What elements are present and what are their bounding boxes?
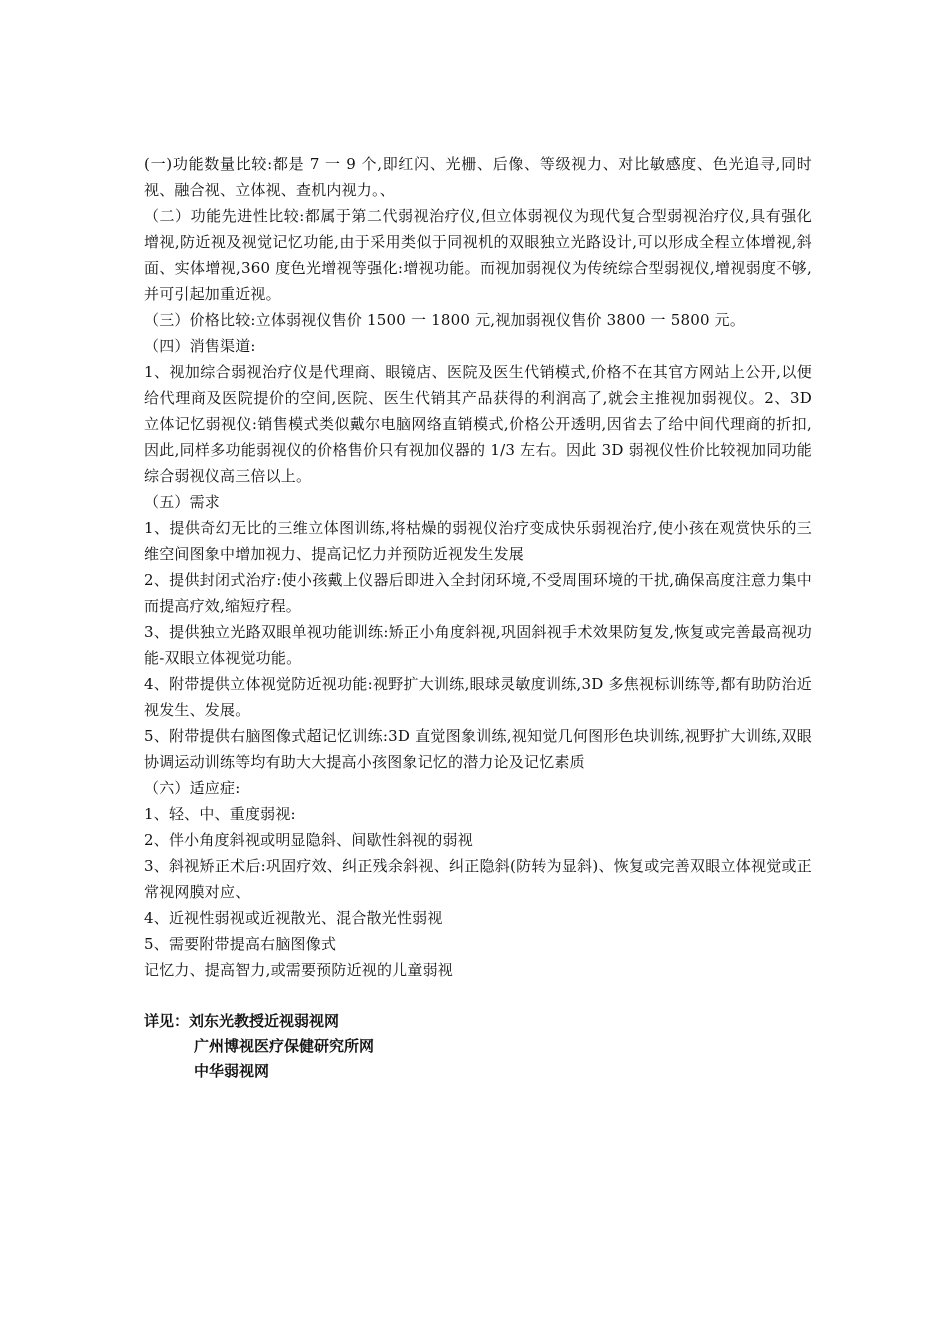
- reference-site-1: 刘东光教授近视弱视网: [189, 1012, 340, 1030]
- reference-label: 详见：: [144, 1012, 190, 1030]
- paragraph-indication-5: 5、需要附带提高右脑图像式: [144, 935, 337, 953]
- spacer: [144, 983, 812, 1009]
- paragraph-indication-5-cont: 记忆力、提高智力,或需要预防近视的儿童弱视: [144, 961, 453, 979]
- paragraph-demand-2: 2、提供封闭式治疗:使小孩戴上仪器后即进入全封闭环境,不受周围环境的干扰,确保高度注意力集中而提高疗效,缩短疗程。: [144, 571, 812, 615]
- paragraph-demand-5: 5、附带提供右脑图像式超记忆训练:3D 直觉图象训练,视知觉几何图形色块训练,视野扩大训练,双眼协调运动训练等均有助大大提高小孩图象记忆的潜力论及记忆素质: [144, 727, 812, 771]
- document-page: [144, 151, 812, 1084]
- paragraph-function-advanced: （二）功能先进性比较:都属于第二代弱视治疗仪,但立体弱视仪为现代复合型弱视治疗仪,具有强化增视,防近视及视觉记忆功能,由于采用类似于同视机的双眼独立光路设计,可以形成全程立体增视,斜面、实体增视,360 度色光增视等强化:增视功能。而视加弱视仪为传统综合型弱视仪,增视弱度不够,并可引起加重近视。: [144, 207, 812, 303]
- paragraph-indication-1: 1、轻、中、重度弱视:: [144, 805, 296, 823]
- heading-indications: （六）适应症:: [144, 779, 241, 797]
- reference-line-1: [144, 1009, 812, 1034]
- reference-site-3: 中华弱视网: [194, 1062, 270, 1080]
- paragraph-sales-channel: 1、视加综合弱视治疗仪是代理商、眼镜店、医院及医生代销模式,价格不在其官方网站上公开,以便给代理商及医院提价的空间,医院、医生代销其产品获得的利润高了,就会主推视加弱视仪。2、3D 立体记忆弱视仪:销售模式类似戴尔电脑网络直销模式,价格公开透明,因省去了给中间代理商的折扣,因此,同样多功能弱视仪的价格售价只有视加仪器的 1/3 左右。因此 3D 弱视仪性价比较视加同功能综合弱视仪高三倍以上。: [144, 363, 812, 485]
- paragraph-demand-1: 1、提供奇幻无比的三维立体图训练,将枯燥的弱视仪治疗变成快乐弱视治疗,使小孩在观赏快乐的三维空间图象中增加视力、提高记忆力并预防近视发生发展: [144, 519, 812, 563]
- paragraph-indication-2: 2、伴小角度斜视或明显隐斜、间歇性斜视的弱视: [144, 831, 473, 849]
- heading-sales-channel: （四）消售渠道:: [144, 337, 256, 355]
- paragraph-demand-3: 3、提供独立光路双眼单视功能训练:矫正小角度斜视,巩固斜视手术效果防复发,恢复或完善最高视功能-双眼立体视觉功能。: [144, 623, 812, 667]
- paragraph-demand-4: 4、附带提供立体视觉防近视功能:视野扩大训练,眼球灵敏度训练,3D 多焦视标训练等,都有助防治近视发生、发展。: [144, 675, 812, 719]
- reference-site-2: 广州博视医疗保健研究所网: [194, 1037, 375, 1055]
- reference-footer: [144, 1009, 812, 1084]
- paragraph-price: （三）价格比较:立体弱视仪售价 1500 一 1800 元,视加弱视仪售价 3800 一 5800 元。: [144, 311, 746, 329]
- paragraph-indication-4: 4、近视性弱视或近视散光、混合散光性弱视: [144, 909, 443, 927]
- paragraph-indication-3: 3、斜视矫正术后:巩固疗效、纠正残余斜视、纠正隐斜(防转为显斜)、恢复或完善双眼立体视觉或正常视网膜对应、: [144, 857, 812, 901]
- heading-demand: （五）需求: [144, 493, 221, 511]
- paragraph-function-count: (一)功能数量比较:都是 7 一 9 个,即红闪、光栅、后像、等级视力、对比敏感度、色光追寻,同时视、融合视、立体视、查机内视力。、: [144, 155, 812, 199]
